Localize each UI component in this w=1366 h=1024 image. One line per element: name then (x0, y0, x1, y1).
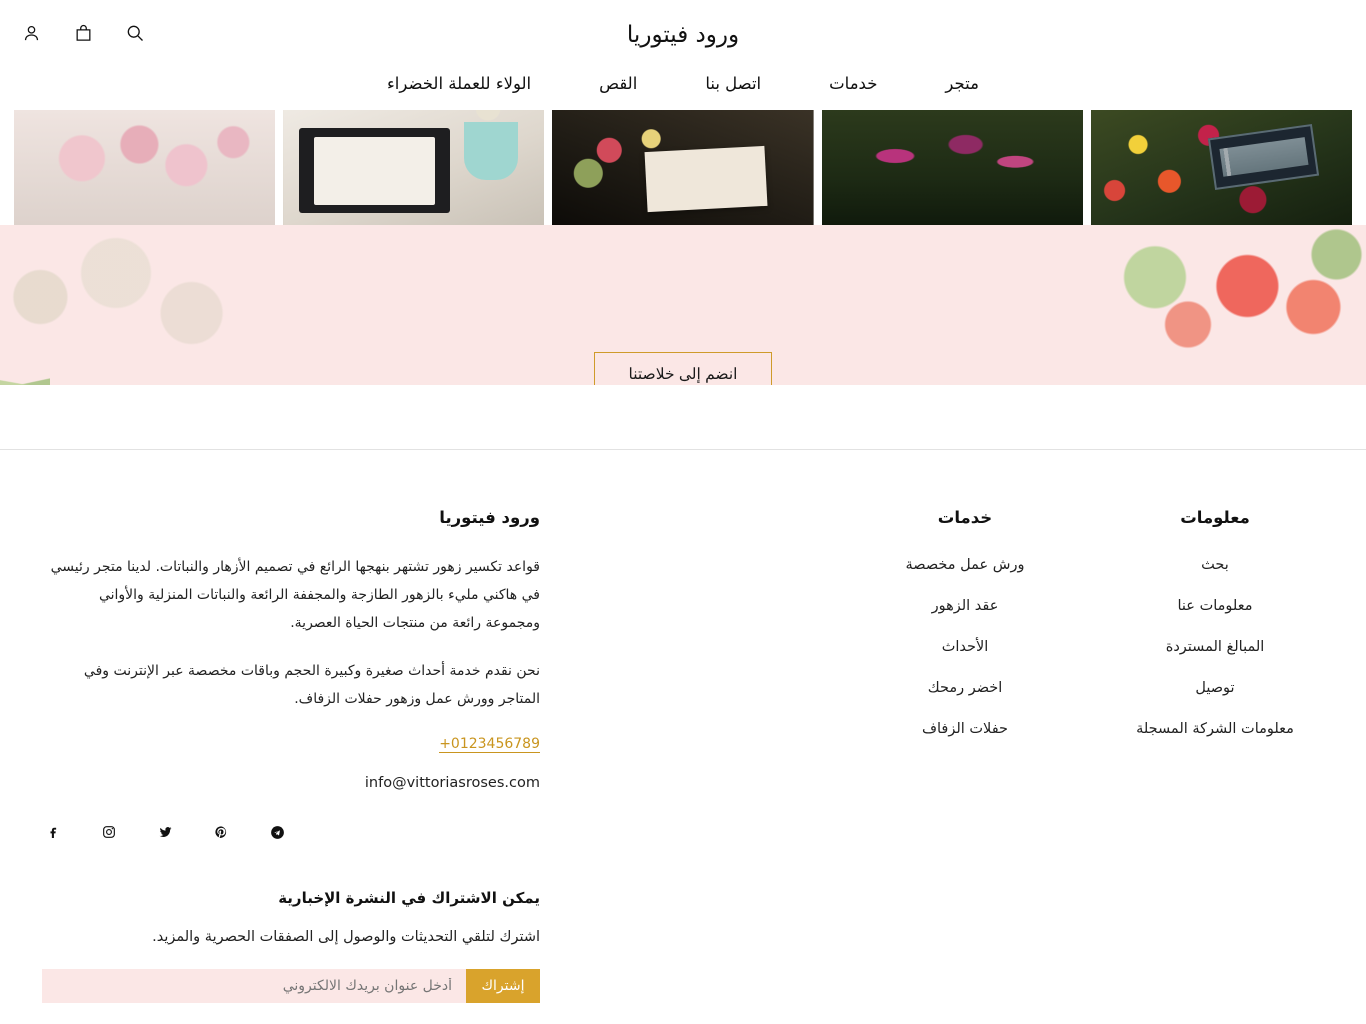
bag-icon[interactable] (70, 20, 96, 46)
gallery-image-4[interactable] (283, 110, 544, 225)
footer-column-brand (26, 508, 556, 1003)
site-footer (0, 450, 1366, 1003)
newsletter-form (42, 969, 540, 1003)
image-gallery-strip (0, 110, 1366, 225)
gallery-image-3[interactable] (552, 110, 813, 225)
footer-brand-title: ورود فيتوريا (439, 508, 540, 527)
footer-info-list (1106, 557, 1324, 737)
nav-item-story[interactable]: القص (599, 74, 638, 93)
site-header (0, 0, 1366, 110)
footer-link-green-your-spear[interactable]: اخضر رمحك (927, 680, 1003, 696)
footer-link-subscriptions[interactable]: عقد الزهور (931, 598, 999, 614)
paper-note (645, 146, 768, 212)
search-icon[interactable] (122, 20, 148, 46)
footer-email-link[interactable]: info@vittoriasroses.com (364, 775, 540, 791)
footer-link-delivery[interactable]: توصيل (1195, 680, 1235, 696)
pinterest-icon[interactable] (210, 821, 232, 843)
notebook (299, 128, 450, 213)
footer-info-title: معلومات (1180, 508, 1250, 527)
footer-link-weddings[interactable]: حفلات الزفاف (921, 721, 1009, 737)
footer-phone-link[interactable]: +0123456789 (439, 736, 540, 752)
instagram-icon[interactable] (98, 821, 120, 843)
newsletter-email-input[interactable] (42, 969, 466, 1003)
footer-column-information (1090, 508, 1340, 1003)
footer-column-services (840, 508, 1090, 1003)
footer-services-title: خدمات (937, 508, 993, 527)
newsletter-banner (0, 225, 1366, 385)
footer-link-search[interactable]: بحث (1201, 557, 1229, 573)
footer-link-workshops[interactable]: ورش عمل مخصصة (905, 557, 1025, 573)
main-navigation (0, 70, 1366, 97)
footer-brand-paragraph-1: قواعد تكسير زهور تشتهر بنهجها الرائع في تصميم الأزهار والنباتات. لدينا متجر رئيسي في هاكني مليء بالزهور الطازجة والمجففة الرائعة والنباتات المنزلية والأواني ومجموعة رائعة من منتجات الحياة العصرية. (50, 559, 540, 631)
header-icon-group (18, 20, 148, 46)
footer-link-about[interactable]: معلومات عنا (1177, 598, 1253, 614)
join-feed-button[interactable]: انضم إلى خلاصتنا (594, 352, 772, 385)
social-links (42, 821, 540, 843)
telegram-icon[interactable] (266, 821, 288, 843)
newsletter-subscribe-button[interactable]: إشتراك (466, 969, 540, 1003)
vase (464, 122, 518, 180)
site-title: ورود فيتوريا (626, 22, 740, 48)
footer-link-company-info[interactable]: معلومات الشركة المسجلة (1136, 721, 1294, 737)
facebook-icon[interactable] (42, 821, 64, 843)
footer-link-refunds[interactable]: المبالغ المستردة (1165, 639, 1265, 655)
nav-item-services[interactable]: خدمات (829, 74, 878, 93)
banner-button-wrap (0, 352, 1366, 385)
nav-item-store[interactable]: متجر (945, 74, 979, 93)
footer-services-list (856, 557, 1074, 737)
footer-link-events[interactable]: الأحداث (941, 639, 989, 655)
gallery-image-5[interactable] (14, 110, 275, 225)
footer-brand-paragraph-2: نحن نقدم خدمة أحداث صغيرة وكبيرة الحجم وباقات مخصصة عبر الإنترنت وفي المتاجر وورش عمل وزهور حفلات الزفاف. (83, 663, 540, 707)
gallery-image-1[interactable] (1091, 110, 1352, 225)
twitter-icon[interactable] (154, 821, 176, 843)
gallery-image-2[interactable] (822, 110, 1083, 225)
account-icon[interactable] (18, 20, 44, 46)
nav-item-loyalty[interactable]: الولاء للعملة الخضراء (387, 74, 532, 93)
newsletter-title: يمكن الاشتراك في النشرة الإخبارية (278, 889, 540, 907)
price-sign (1208, 124, 1319, 190)
newsletter-subtitle: اشترك لتلقي التحديثات والوصول إلى الصفقات الحصرية والمزيد. (152, 929, 540, 945)
nav-item-contact[interactable]: اتصل بنا (705, 74, 762, 93)
